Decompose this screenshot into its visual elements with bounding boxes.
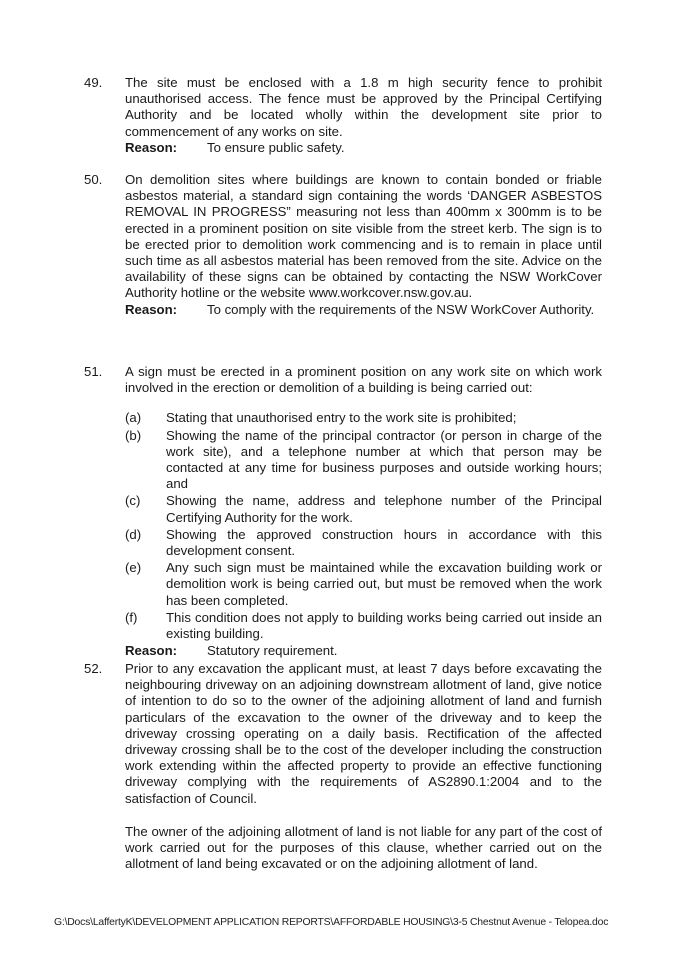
condition-text: Prior to any excavation the applicant must, at least 7 days before excavating the neighbouring driveway on an adjoining downstream allotment of land, give notice of intention to do so to the owner of the adjoining allotment of land and furnish particulars of the excavation to the owner of the driveway and to keep the driveway crossing operating on a daily basis. Rectification of the affected driveway crossing shall be to the cost of the developer including the construction work extending within the affected property to provide an effective functioning driveway complying with the requirements of AS2890.1:2004 and to the satisfaction of Council.: [125, 661, 602, 806]
list-item: [125, 560, 602, 609]
condition-49: [84, 75, 602, 156]
reason-label: Reason:: [125, 643, 178, 659]
item-text: Showing the name, address and telephone number of the Principal Certifying Authority for the work.: [166, 493, 602, 525]
condition-51: [84, 364, 602, 659]
item-text: Showing the approved construction hours in accordance with this development consent.: [166, 526, 602, 559]
item-letter: (e): [125, 560, 142, 576]
condition-number: 52.: [84, 661, 103, 676]
item-letter: (c): [125, 493, 141, 509]
condition-number: 51.: [84, 364, 103, 379]
item-letter: (d): [125, 526, 142, 542]
list-item: [125, 610, 602, 642]
document-path-footer: G:\Docs\LaffertyK\DEVELOPMENT APPLICATION REPORTS\AFFORDABLE HOUSING\3-5 Chestnut Avenue - Telopea.doc: [54, 917, 609, 928]
item-letter: (b): [125, 427, 142, 443]
item-letter: (a): [125, 410, 142, 426]
condition-text: The site must be enclosed with a 1.8 m high security fence to prohibit unauthorised access. The fence must be approved by the Principal Certifying Authority and be located wholly within the development site prior to commencement of any works on site.: [125, 75, 602, 139]
item-text: Showing the name of the principal contractor (or person in charge of the work site), and a telephone number at which that person may be contacted at any time for business purposes and outside working hours; and: [166, 427, 602, 492]
reason-row: [125, 302, 602, 318]
item-text: Any such sign must be maintained while the excavation building work or demolition work is being carried out, but must be removed when the work has been completed.: [166, 560, 602, 608]
condition-50: [84, 172, 602, 318]
condition-text: A sign must be erected in a prominent position on any work site on which work involved in the erection or demolition of a building is being carried out:: [125, 364, 602, 396]
item-letter: (f): [125, 609, 138, 625]
reason-text: Statutory requirement.: [207, 643, 338, 659]
condition-text-paragraph-2: The owner of the adjoining allotment of land is not liable for any part of the cost of work carried out for the purposes of this clause, whether carried out on the allotment of land being excavated or on the adjoining allotment of land.: [125, 823, 602, 872]
item-text: Stating that unauthorised entry to the work site is prohibited;: [166, 410, 517, 426]
list-item: [125, 428, 602, 493]
condition-number: 49.: [84, 75, 103, 90]
reason-label: Reason:: [125, 301, 178, 317]
condition-52: [84, 661, 602, 872]
condition-text: On demolition sites where buildings are known to contain bonded or friable asbestos material, a standard sign containing the words ‘DANGER ASBESTOS REMOVAL IN PROGRESS” measuring not less than 400mm x 300mm is to be erected in a prominent position on site visible from the street kerb. The sign is to be erected prior to demolition work commencing and is to remain in place until such time as all asbestos material has been removed from the site. Advice on the availability of these signs can be obtained by contacting the NSW WorkCover Authority hotline or the website www.workcover.nsw.gov.au.: [125, 172, 602, 301]
list-item: [125, 410, 602, 426]
reason-row: [125, 643, 602, 659]
reason-text: To comply with the requirements of the NSW WorkCover Authority.: [207, 301, 595, 317]
reason-row: [125, 140, 602, 156]
condition-number: 50.: [84, 172, 103, 187]
reason-label: Reason:: [125, 139, 178, 155]
condition-item-list: [125, 410, 602, 642]
reason-text: To ensure public safety.: [207, 139, 345, 155]
item-text: This condition does not apply to building works being carried out inside an existing building.: [166, 609, 602, 642]
list-item: [125, 493, 602, 525]
list-item: [125, 527, 602, 559]
